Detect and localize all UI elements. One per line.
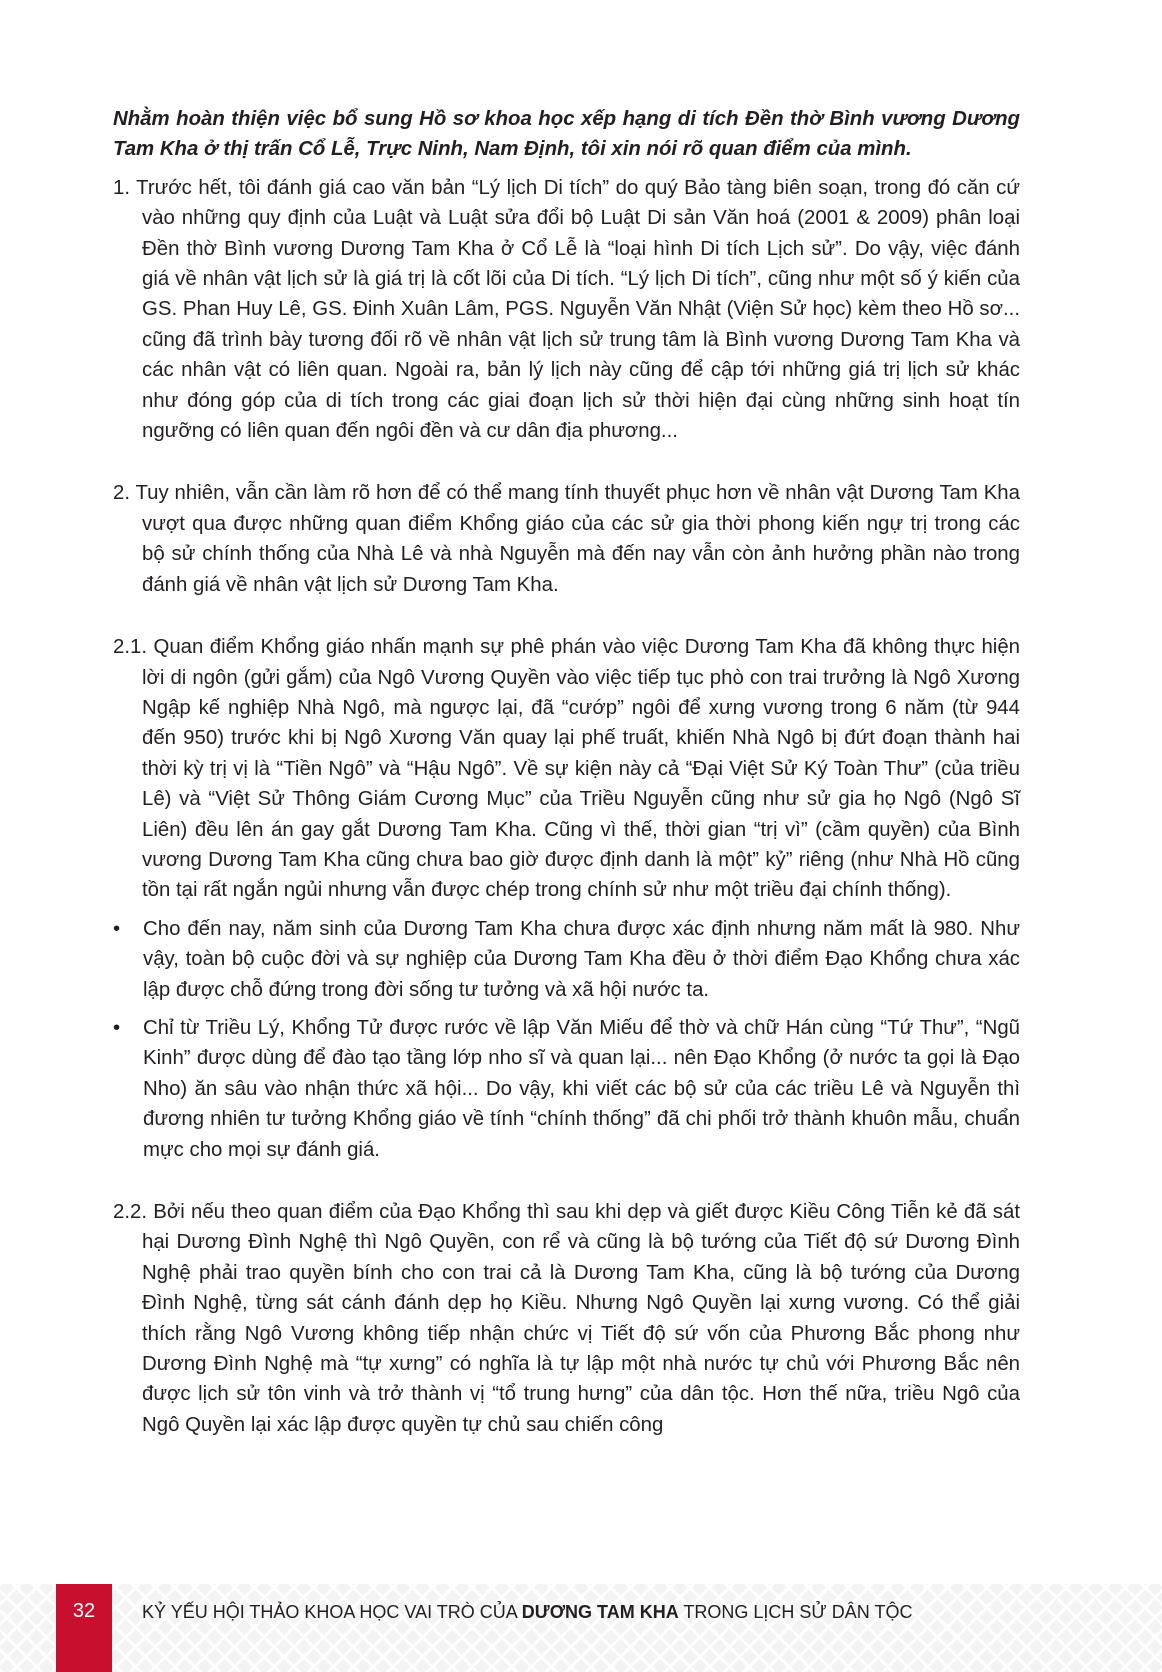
bullet-icon: • [113, 917, 121, 940]
intro-paragraph: Nhằm hoàn thiện việc bổ sung Hồ sơ khoa học xếp hạng di tích Đền thờ Bình vương Dương Tam Kha ở thị trấn Cổ Lễ, Trực Ninh, Nam Định, tôi xin nói rõ quan điểm của mình. [113, 108, 1020, 161]
paragraph-2-2: 2.2. Bởi nếu theo quan điểm của Đạo Khổng thì sau khi dẹp và giết được Kiều Công Tiễn kẻ đã sát hại Dương Đình Nghệ thì Ngô Quyền, con rể và cũng là bộ tướng của Tiết độ sứ Dương Đình Nghệ phải trao quyền bính cho con trai cả là Dương Tam Kha, cũng là bộ tướng của Dương Đình Nghệ, từng sát cánh đánh dẹp họ Kiều. Nhưng Ngô Quyền lại xưng vương. Có thể giải thích rằng Ngô Vương không tiếp nhận chức vị Tiết độ sứ vốn của Phương Bắc phong như Dương Đình Nghệ mà “tự xưng” có nghĩa là tự lập một nhà nước tự chủ với Phương Bắc nên được lịch sử tôn vinh và trở thành vị “tổ trung hưng” của dân tộc. Hơn thế nữa, triều Ngô của Ngô Quyền lại xác lập được quyền tự chủ sau chiến công [113, 1201, 1020, 1436]
footer-title-suffix: TRONG LỊCH SỬ DÂN TỘC [678, 1602, 913, 1622]
footer-title-prefix: KỶ YẾU HỘI THẢO KHOA HỌC VAI TRÒ CỦA [142, 1602, 522, 1622]
bullet-item-2 [113, 1013, 1020, 1165]
bullet-text: Chỉ từ Triều Lý, Khổng Tử được rước về lập Văn Miếu để thờ và chữ Hán cùng “Tứ Thư”, “Ngũ Kinh” được dùng để đào tạo tầng lớp nho sĩ và quan lại... nên Đạo Khổng (ở nước ta gọi là Đạo Nho) ăn sâu vào nhận thức xã hội... Do vậy, khi viết các bộ sử của các triều Lê và Nguyễn thì đương nhiên tư tưởng Khổng giáo về tính “chính thống” đã chi phối trở thành khuôn mẫu, chuẩn mực cho mọi sự đánh giá. [143, 1016, 1020, 1161]
paragraph-2: 2. Tuy nhiên, vẫn cần làm rõ hơn để có thể mang tính thuyết phục hơn về nhân vật Dương Tam Kha vượt qua được những quan điểm Khổng giáo của các sử gia thời phong kiến ngự trị trong các bộ sử chính thống của Nhà Lê và nhà Nguyễn mà đến nay vẫn còn ảnh hưởng phần nào trong đánh giá về nhân vật lịch sử Dương Tam Kha. [113, 482, 1020, 596]
paragraph-2-1: 2.1. Quan điểm Khổng giáo nhấn mạnh sự phê phán vào việc Dương Tam Kha đã không thực hiện lời di ngôn (gửi gắm) của Ngô Vương Quyền vào việc tiếp tục phò con trai trưởng là Ngô Xương Ngập kế nghiệp Nhà Ngô, mà ngược lại, đã “cướp” ngôi để xưng vương trong 6 năm (từ 944 đến 950) trước khi bị Ngô Xương Văn quay lại phế truất, khiến Nhà Ngô bị đứt đoạn thành hai thời kỳ trị vị là “Tiền Ngô” và “Hậu Ngô”. Về sự kiện này cả “Đại Việt Sử Ký Toàn Thư” (của triều Lê) và “Việt Sử Thông Giám Cương Mục” của Triều Nguyễn cũng như sử gia họ Ngô (Ngô Sĩ Liên) đều lên án gay gắt Dương Tam Kha. Cũng vì thế, thời gian “trị vì” (cầm quyền) của Bình vương Dương Tam Kha cũng chưa bao giờ được định danh là một” kỷ” riêng (như Nhà Hồ cũng tồn tại rất ngắn ngủi nhưng vẫn được chép trong chính sử như một triều đại chính thống). [113, 636, 1020, 902]
page-footer [0, 1584, 1162, 1672]
bullet-item-1 [113, 914, 1020, 1005]
document-body [113, 104, 1020, 1440]
paragraph-1: 1. Trước hết, tôi đánh giá cao văn bản “Lý lịch Di tích” do quý Bảo tàng biên soạn, trong đó căn cứ vào những quy định của Luật và Luật sửa đổi bộ Luật Di sản Văn hoá (2001 & 2009) phân loại Đền thờ Bình vương Dương Tam Kha ở Cổ Lễ là “loại hình Di tích Lịch sử”. Do vậy, việc đánh giá về nhân vật lịch sử là giá trị là cốt lõi của Di tích. “Lý lịch Di tích”, cũng như một số ý kiến của GS. Phan Huy Lê, GS. Đinh Xuân Lâm, PGS. Nguyễn Văn Nhật (Viện Sử học) kèm theo Hồ sơ... cũng đã trình bày tương đối rõ về nhân vật lịch sử trung tâm là Bình vương Dương Tam Kha và các nhân vật có liên quan. Ngoài ra, bản lý lịch này cũng để cập tới những giá trị lịch sử khác như đóng góp của di tích trong các giai đoạn lịch sử thời hiện đại cùng những sinh hoạt tín ngưỡng có liên quan đến ngôi đền và cư dân địa phương... [113, 176, 1020, 443]
bullet-text: Cho đến nay, năm sinh của Dương Tam Kha chưa được xác định nhưng năm mất là 980. Như vậy, toàn bộ cuộc đời và sự nghiệp của Dương Tam Kha đều ở thời điểm Đạo Khổng chưa xác lập được chỗ đứng trong đời sống tư tưởng và xã hội nước ta. [143, 917, 1020, 1001]
running-footer-title [142, 1602, 912, 1623]
bullet-icon: • [113, 1016, 121, 1039]
page-number: 32 [72, 1600, 96, 1622]
footer-title-bold: DƯƠNG TAM KHA [521, 1602, 679, 1622]
page-number-box [56, 1584, 112, 1672]
